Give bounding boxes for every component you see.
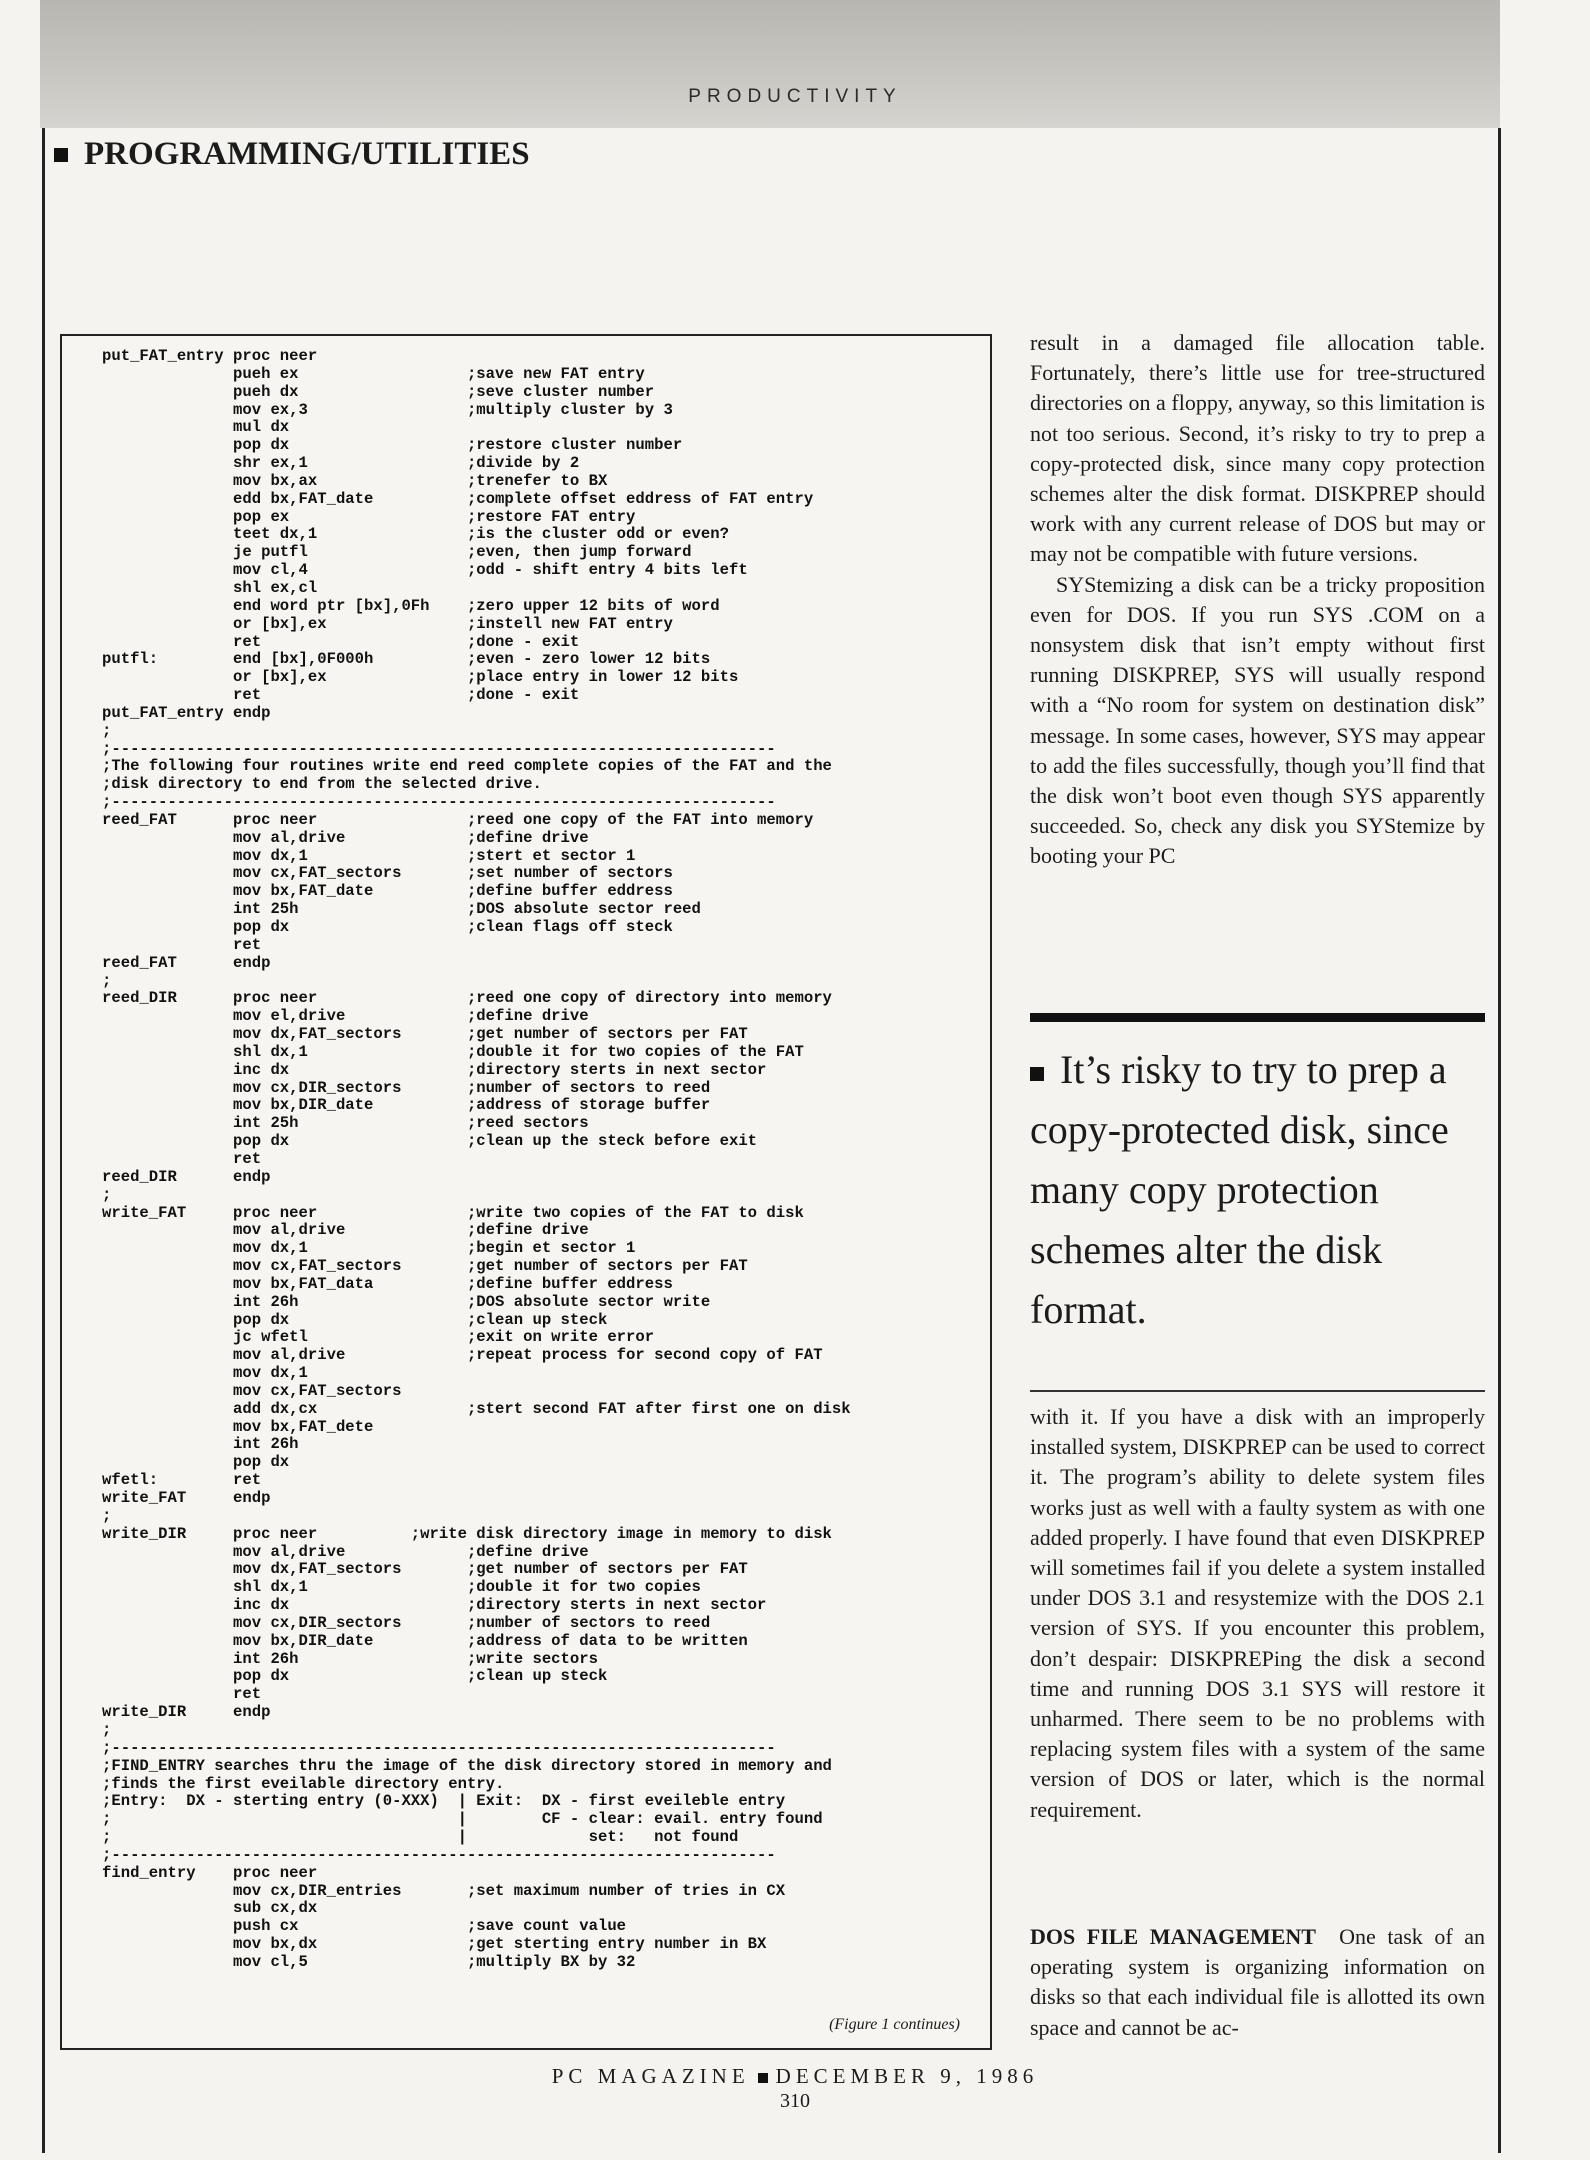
- article-column-top: [1030, 328, 1485, 872]
- figure-continues-note: (Figure 1 continues): [829, 2016, 960, 2033]
- pullquote-top-rule: [1030, 1013, 1485, 1022]
- page-number: 310: [780, 2090, 810, 2112]
- square-bullet-icon: [54, 148, 68, 162]
- pullquote-bottom-rule: [1030, 1390, 1485, 1392]
- right-column-rule: [1498, 128, 1501, 2153]
- article-paragraph: One task of an operating system is organizing information on disks so that each individual file is allotted its own space and cannot be ac-: [1030, 1924, 1486, 2040]
- page-footer: [0, 2064, 1590, 2089]
- section-label: PRODUCTIVITY: [688, 86, 902, 107]
- article-paragraph: with it. If you have a disk with an improperly installed system, DISKPREP can be used to correct it. The program’s ability to delete system files works just as well with a faulty system as with one added properly. I have found that even DISKPREP will sometimes fail if you delete a system installed under DOS 3.1 and resystemize with the DOS 2.1 version of SYS. If you encounter this problem, don’t despair: DISKPREPing the disk a second time and running DOS 3.1 SYS will restore it unharmed. There seem to be no problems with replacing system files with a system of the same version of DOS or later, which is the normal requirement.: [1030, 1404, 1485, 1822]
- square-bullet-icon: [1030, 1067, 1044, 1081]
- header-band: [40, 0, 1500, 128]
- article-paragraph: SYStemizing a disk can be a tricky proposition even for DOS. If you run SYS .COM on a nonsystem disk that isn’t empty without first running DISKPREP, SYS will usually respond with a “No room for system on destination disk” message. In some cases, however, SYS may appear to add the files successfully, though you’ll find that the disk won’t boot even though SYS apparently succeeded. So, check any disk you SYStemize by booting your PC: [1030, 571, 1485, 869]
- article-paragraph: result in a damaged file allocation table. Fortunately, there’s little use for tree-structured directories on a floppy, anyway, so this limitation is not too serious. Second, it’s risky to try to prep a copy-protected disk, since many copy protection schemes alter the disk format. DISKPREP should work with any current release of DOS but may or may not be compatible with future versions.: [1030, 330, 1485, 567]
- pull-quote: [1030, 1040, 1485, 1340]
- section-subhead: DOS FILE MANAGEMENT: [1030, 1924, 1316, 1949]
- article-section: [1030, 1922, 1485, 2043]
- page-title: PROGRAMMING/UTILITIES: [84, 136, 530, 172]
- pull-quote-text: It’s risky to try to prep a copy-protected disk, since many copy protection schemes alter the disk format.: [1030, 1047, 1449, 1332]
- left-column-rule: [42, 128, 45, 2153]
- magazine-name: PC MAGAZINE: [551, 2064, 750, 2088]
- square-bullet-icon: [758, 2073, 768, 2083]
- article-column-bottom: [1030, 1402, 1485, 1825]
- code-listing-text: put_FAT_entry proc neer pueh ex ;save new FAT entry pueh dx ;seve cluster number mov ex,3 ;multiply cluster by 3 mul dx pop dx ;restore cluster number shr ex,1 ;divide by 2 mov bx,ax ;trenefer to BX edd bx,FAT_date ;complete offset eddress of FAT entry pop ex ;restore FAT entry teet dx,1 ;is the cluster odd or even? je putfl ;even, then jump forward mov cl,4 ;odd - shift entry 4 bits left shl ex,cl end word ptr [bx],0Fh ;zero upper 12 bits of word or [bx],ex ;instell new FAT entry ret ;done - exit putfl: end [bx],0F000h ;even - zero lower 12 bits or [bx],ex ;place entry in lower 12 bits ret ;done - exit put_FAT_entry endp ; ;----------------------------------------------------------------------- ;The following four routines write end reed complete copies of the FAT and the ;disk directory to end from the selected drive. ;----------------------------------------------------------------------- reed_FAT proc neer ;reed one copy of the FAT into memory mov al,drive ;define drive mov dx,1 ;stert et sector 1 mov cx,FAT_sectors ;set number of sectors mov bx,FAT_date ;define buffer eddress int 25h ;DOS absolute sector reed pop dx ;clean flags off steck ret reed_FAT endp ; reed_DIR proc neer ;reed one copy of directory into memory mov el,drive ;define drive mov dx,FAT_sectors ;get number of sectors per FAT shl dx,1 ;double it for two copies of the FAT inc dx ;directory sterts in next sector mov cx,DIR_sectors ;number of sectors to reed mov bx,DIR_date ;address of storage buffer int 25h ;reed sectors pop dx ;clean up the steck before exit ret reed_DIR endp ; write_FAT proc neer ;write two copies of the FAT to disk mov al,drive ;define drive mov dx,1 ;begin et sector 1 mov cx,FAT_sectors ;get number of sectors per FAT mov bx,FAT_data ;define buffer eddress int 26h ;DOS absolute sector write pop dx ;clean up steck jc wfetl ;exit on write error mov al,drive ;repeat process for second copy of FAT mov dx,1 mov cx,FAT_sectors add dx,cx ;stert second FAT after first one on disk mov bx,FAT_dete int 26h pop dx wfetl: ret write_FAT endp ; write_DIR proc neer ;write disk directory image in memory to disk mov al,drive ;define drive mov dx,FAT_sectors ;get number of sectors per FAT shl dx,1 ;double it for two copies inc dx ;directory sterts in next sector mov cx,DIR_sectors ;number of sectors to reed mov bx,DIR_date ;address of data to be written int 26h ;write sectors pop dx ;clean up steck ret write_DIR endp ; ;----------------------------------------------------------------------- ;FIND_ENTRY searches thru the image of the disk directory stored in memory and ;finds the first eveilable directory entry. ;Entry: DX - sterting entry (0-XXX) | Exit: DX - first eveileble entry ; | CF - clear: evail. entry found ; | set: not found ;----------------------------------------------------------------------- find_entry proc neer mov cx,DIR_entries ;set maximum number of tries in CX sub cx,dx push cx ;save count value mov bx,dx ;get sterting entry number in BX mov cl,5 ;multiply BX by 32: [102, 347, 851, 1971]
- page-heading: [54, 136, 530, 173]
- figure-code-listing: [60, 334, 992, 2050]
- issue-date: DECEMBER 9, 1986: [775, 2064, 1039, 2088]
